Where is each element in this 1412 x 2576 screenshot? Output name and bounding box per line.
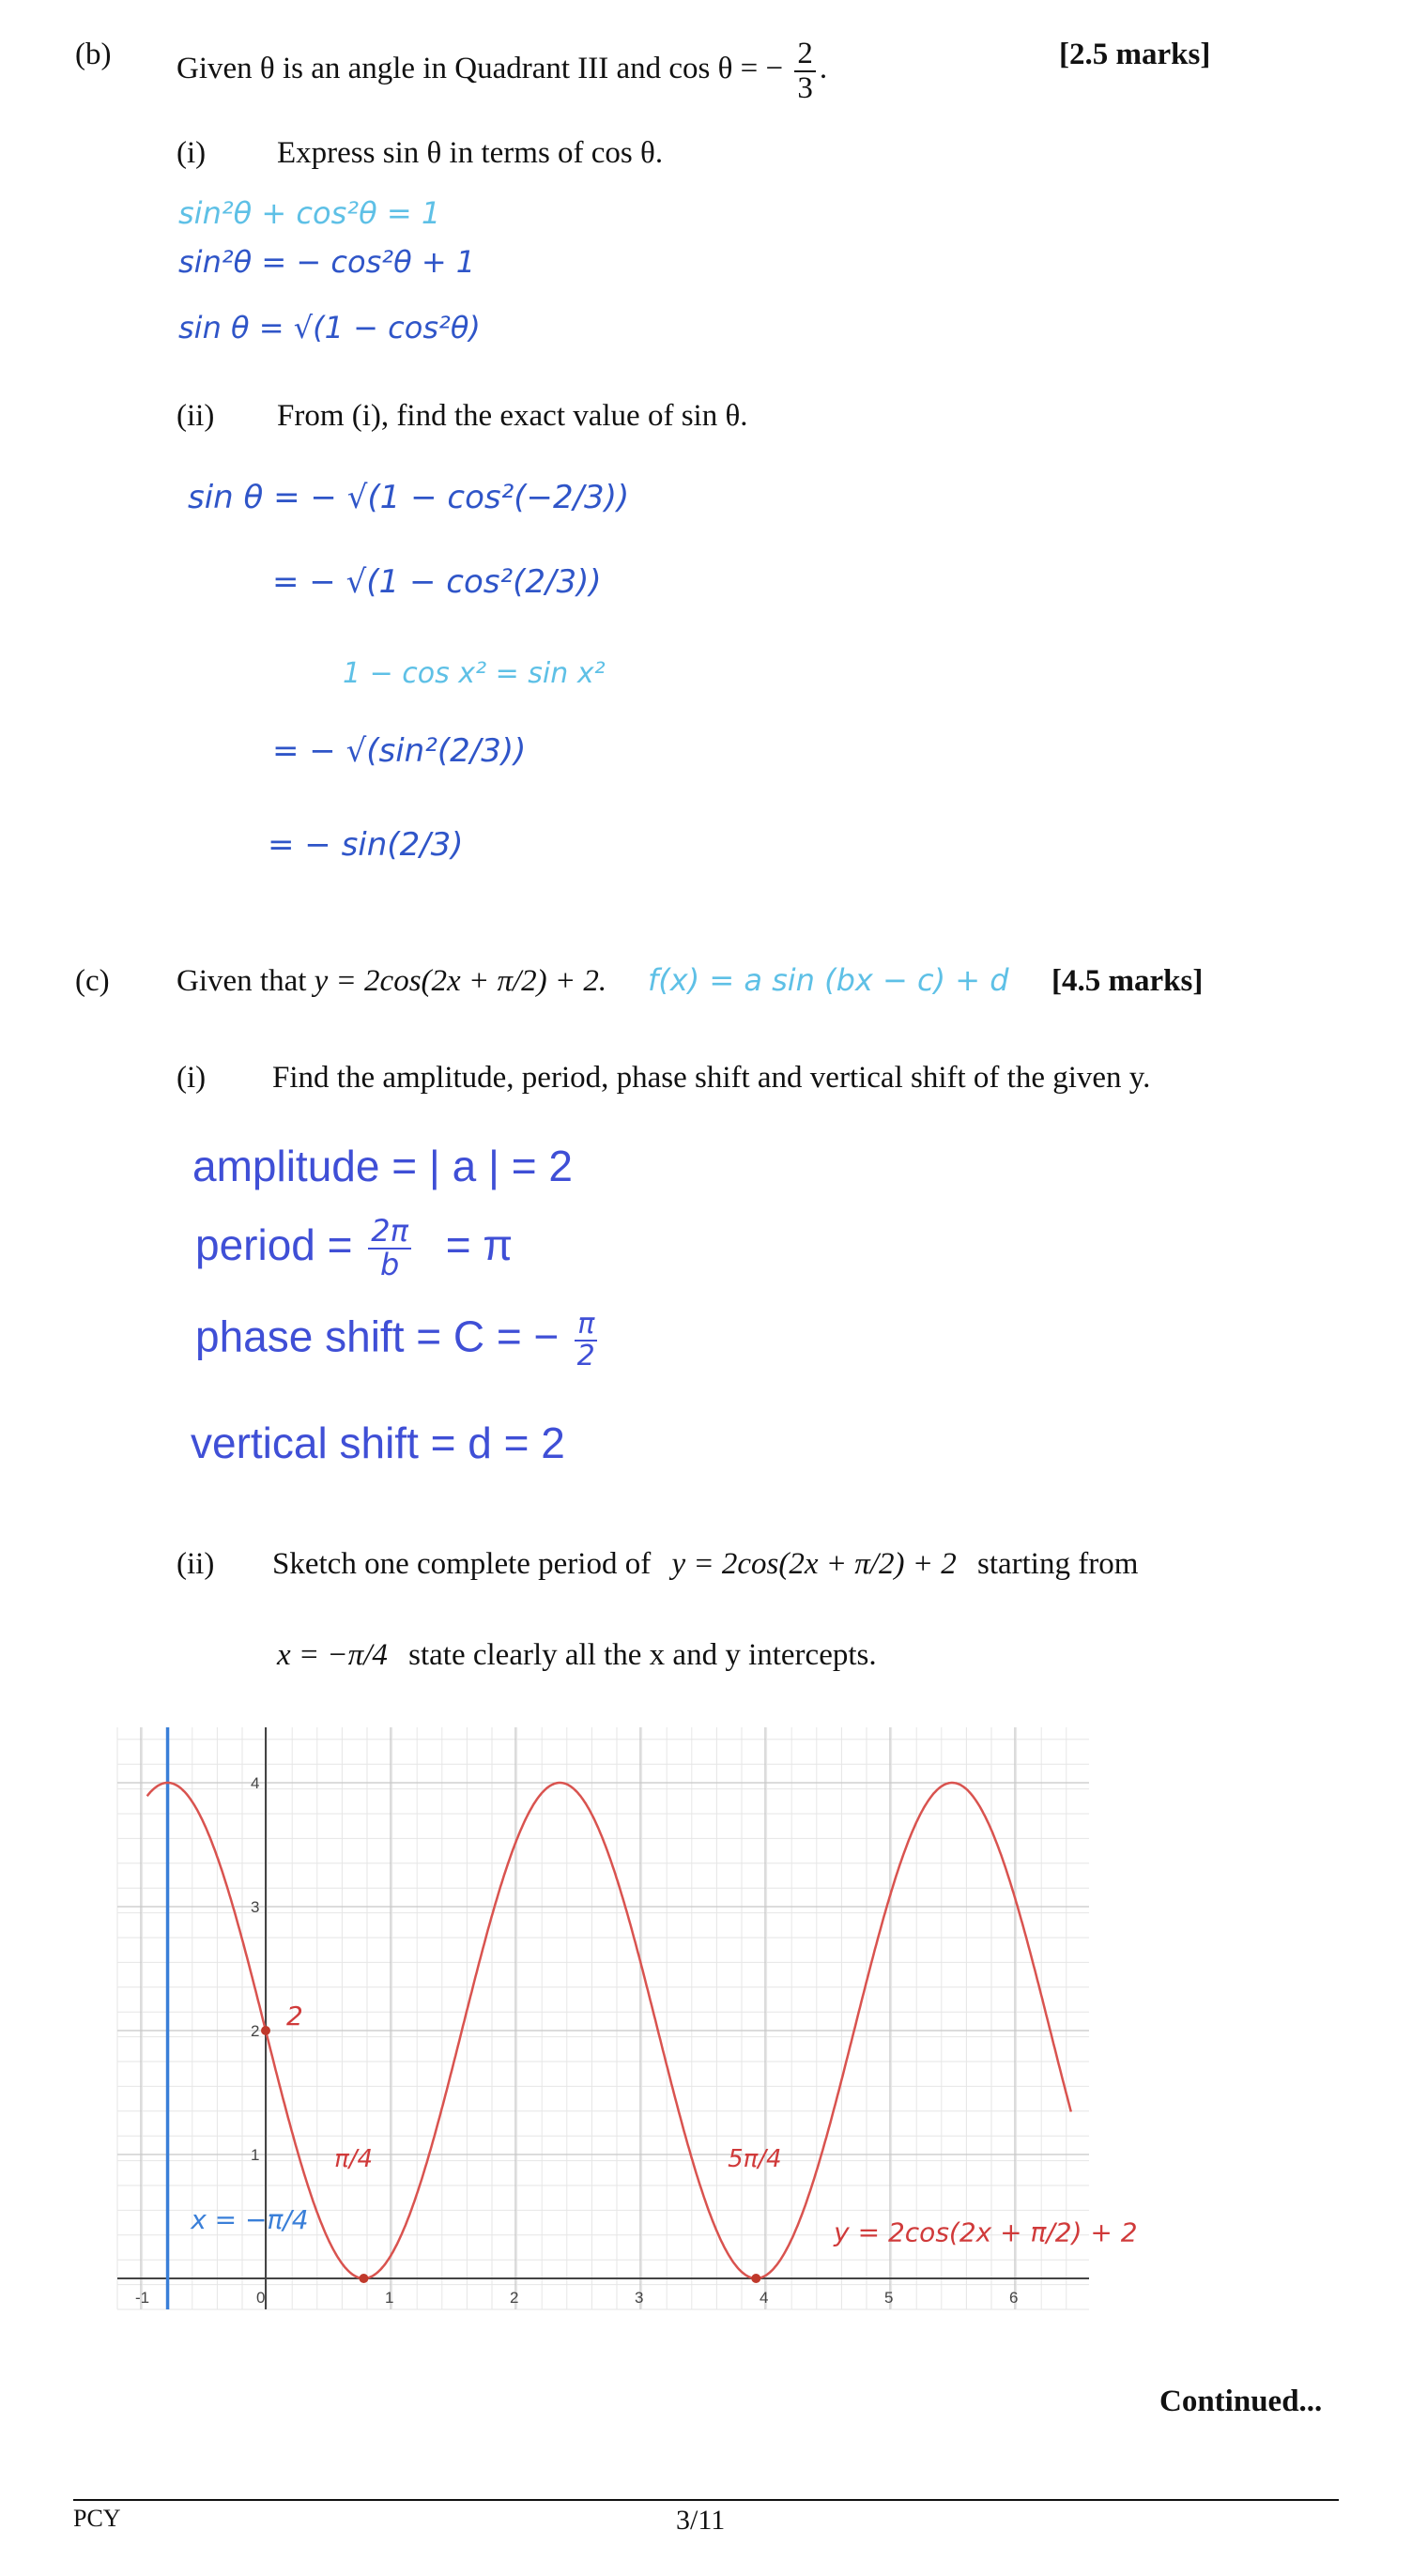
y-tick-label: 1 (251, 2146, 260, 2164)
sketch-text-c: starting from (976, 1547, 1139, 1581)
part-c-prefix: Given that (176, 964, 307, 998)
x-tick-label: 4 (760, 2289, 769, 2307)
y-intercept-point (261, 2026, 270, 2035)
sketch-text-d: state clearly all the x and y intercepts. (408, 1638, 877, 1672)
y-tick-label: 4 (251, 1774, 260, 1792)
sketch-text-a: Sketch one complete period of (272, 1547, 652, 1581)
work-line-8: = − sin(2/3) (268, 826, 464, 864)
min-point-2 (751, 2274, 760, 2283)
fraction-numerator: 2 (794, 38, 816, 72)
answer-vertical: vertical shift = d = 2 (191, 1418, 565, 1467)
work-line-3: sin θ = √(1 − cos²θ) (178, 310, 481, 345)
min-label-1: π/4 (334, 2145, 374, 2174)
general-form: f(x) = a sin (bx − c) + d (648, 962, 1009, 998)
part-b-ii-text: From (i), find the exact value of sin θ. (277, 399, 748, 433)
part-c-i-text: Find the amplitude, period, phase shift and vertical shift of the given y. (272, 1061, 1151, 1095)
period-prefix: period = (195, 1219, 353, 1269)
sketch-equation: y = 2cos(2x + π/2) + 2 (671, 1547, 957, 1581)
work-line-1: sin²θ + cos²θ = 1 (178, 195, 441, 231)
part-c-label: (c) (75, 964, 110, 998)
part-c-equation: y = 2cos(2x + π/2) + 2. (314, 964, 607, 998)
x-tick-label: 6 (1009, 2289, 1019, 2307)
x-tick-label: -1 (135, 2289, 150, 2307)
page-number: 3/11 (676, 2505, 726, 2536)
x-tick-label: 1 (385, 2289, 394, 2307)
answer-amplitude: amplitude = | a | = 2 (192, 1142, 573, 1190)
y-tick-label: 3 (251, 1898, 260, 1916)
y-intercept-label: 2 (286, 2001, 303, 2032)
y-tick-label: 2 (251, 2022, 260, 2040)
footer-left: PCY (73, 2505, 121, 2532)
part-b-question-text: Given θ is an angle in Quadrant III and cos θ = − (176, 52, 784, 86)
x-start: x = −π/4 (277, 1638, 388, 1672)
min-point-1 (359, 2274, 368, 2283)
x-tick-label: 3 (635, 2289, 644, 2307)
continued-text: Continued... (1159, 2384, 1323, 2418)
curve-label: y = 2cos(2x + π/2) + 2 (834, 2216, 1138, 2248)
part-c-marks: [4.5 marks] (1051, 964, 1204, 998)
part-b-marks: [2.5 marks] (1059, 38, 1211, 71)
period-result: = π (445, 1219, 514, 1269)
part-b-ii-label: (ii) (176, 399, 215, 433)
fraction-denominator: 3 (797, 70, 813, 105)
part-c-i-label: (i) (176, 1061, 207, 1095)
part-b-i-text: Express sin θ in terms of cos θ. (277, 136, 664, 170)
work-line-2: sin²θ = − cos²θ + 1 (178, 244, 476, 280)
work-line-6: 1 − cos x² = sin x² (343, 657, 606, 690)
period-den: b (379, 1246, 400, 1282)
footer-rule (73, 2499, 1339, 2501)
phase-num: π (575, 1310, 597, 1342)
work-line-7: = − √(sin²(2/3)) (272, 732, 527, 770)
part-b-label: (b) (75, 38, 112, 71)
start-line-label: x = −π/4 (191, 2204, 309, 2236)
phase-den: 2 (576, 1339, 595, 1372)
phase-prefix: phase shift = C = − (195, 1311, 560, 1361)
x-tick-label: 2 (510, 2289, 519, 2307)
min-label-2: 5π/4 (728, 2145, 782, 2174)
period-num: 2π (368, 1216, 411, 1250)
x-tick-label: 0 (256, 2289, 266, 2307)
work-line-4: sin θ = − √(1 − cos²(−2/3)) (188, 479, 630, 516)
part-b-question: Given θ is an angle in Quadrant III and cos θ = − $\frac{2}{3}$ . (176, 37, 828, 105)
part-c-ii-label: (ii) (176, 1547, 215, 1581)
part-b-i-label: (i) (176, 136, 207, 170)
work-line-5: = − √(1 − cos²(2/3)) (272, 563, 602, 601)
x-tick-label: 5 (884, 2289, 894, 2307)
